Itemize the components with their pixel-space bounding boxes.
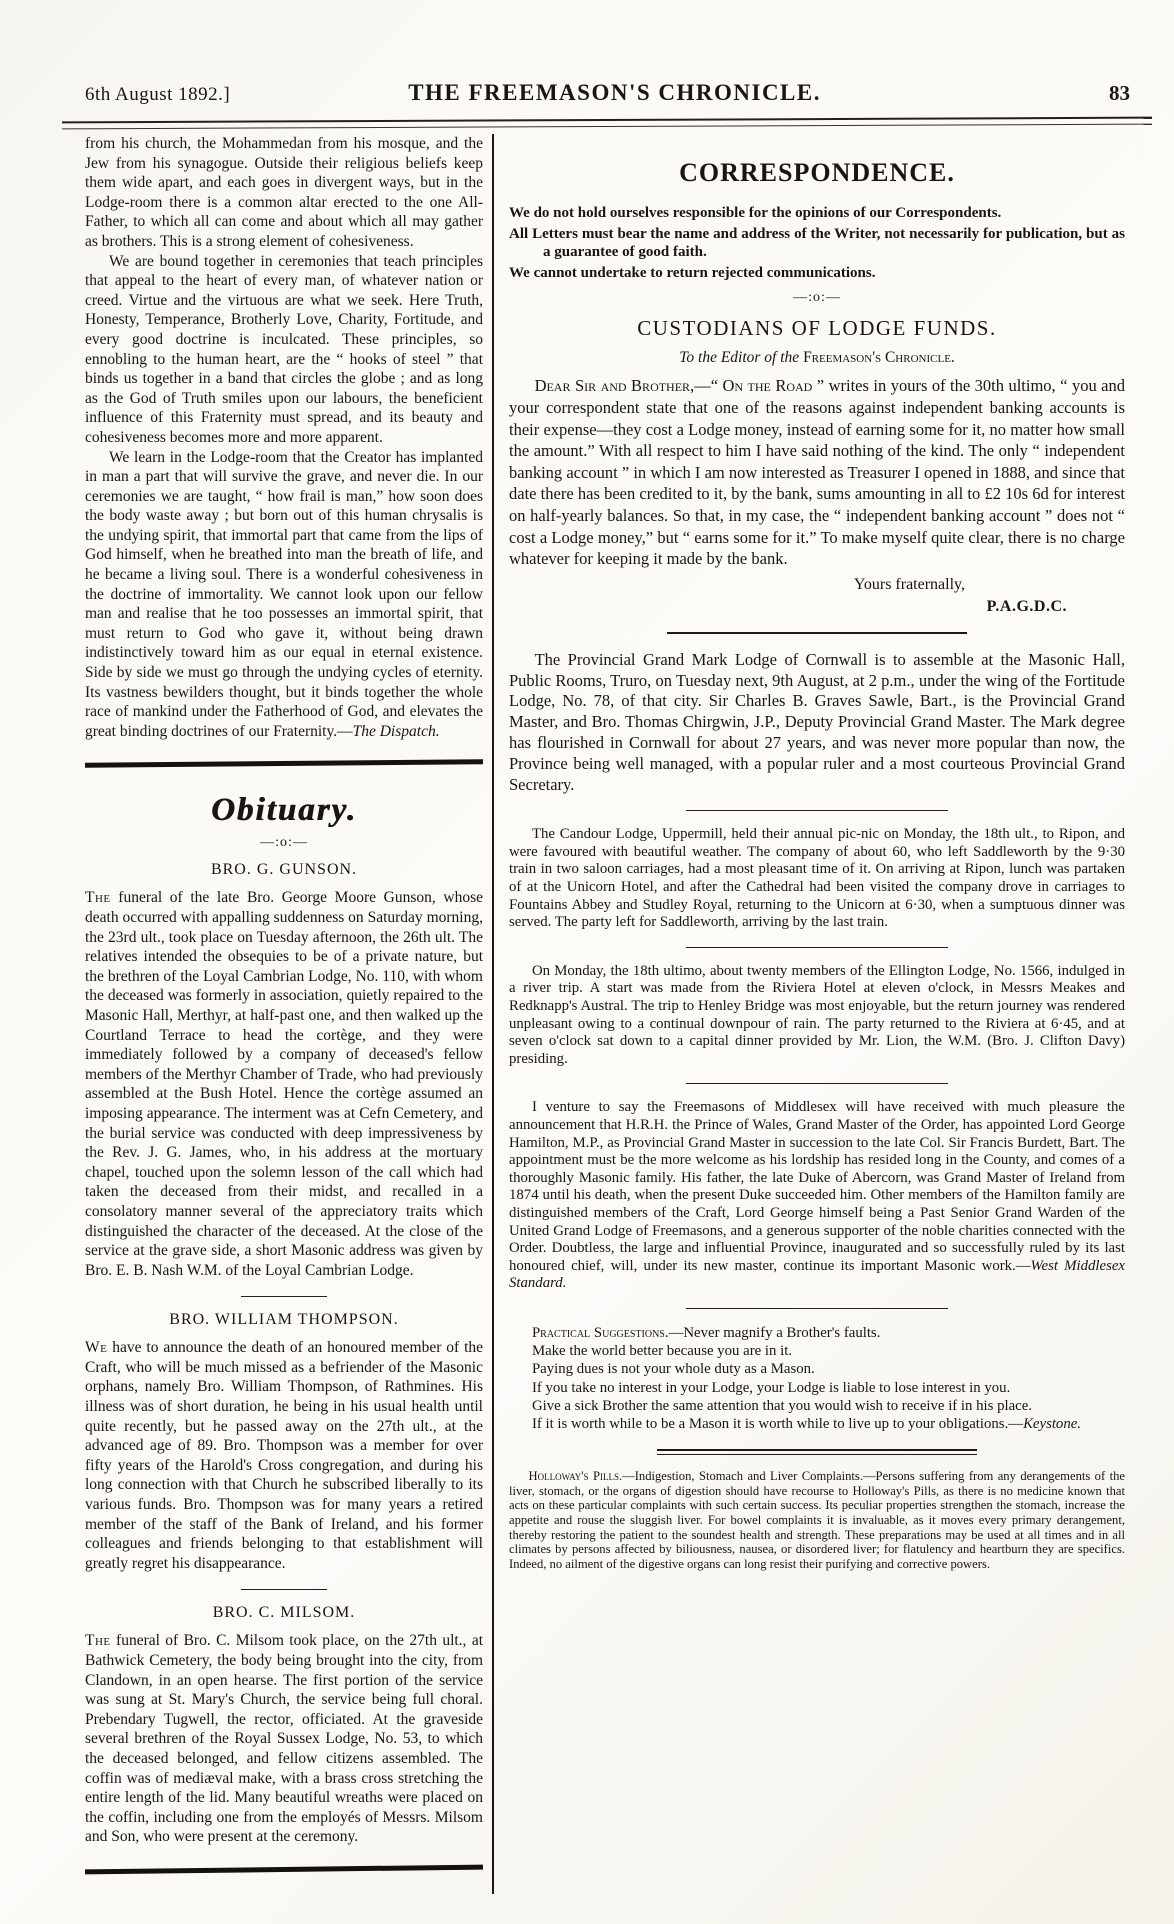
letter-salutation: Dear Sir and Brother, bbox=[534, 376, 695, 396]
news-paragraph-source: West Middlesex Standard. bbox=[509, 1257, 1125, 1292]
suggestions-line bbox=[509, 1324, 1125, 1342]
masthead bbox=[85, 80, 1130, 106]
news-paragraph-cornwall: The Provincial Grand Mark Lodge of Cornwall is to assemble at the Masonic Hall, Public Rooms, Truro, on Tuesday next, 9th August, at 2 p.m., under the wing of the Fortitude Lodge, No. 78, of that city. Sir Charles B. Graves Sawle, Bart., is the Provincial Grand Master, and Bro. Thomas Chirgwin, J.P., Deputy Provincial Grand Master. The Mark degree has flourished in Cornwall for about 27 years, and was never more popular than now, the Province being well managed, with a popular ruler and a most courteous Provincial Grand Secretary. bbox=[509, 649, 1125, 794]
article-paragraph-text: We learn in the Lodge-room that the Creator has implanted in man a part that will survive the grave, and never die. In our ceremonies we are taught, “ how frail is man,” how soon does the body waste away ; but born out of this human chrysalis is the undying spirit, that immortal part that came from the lips of God himself, when he breathed into man the breath of life, and he became a living soul. There is a wonderful cohesiveness in the doctrine of immortality. We cannot look upon our fellow man and realise that he too possesses an immortal spirit, that must return to God who gave it, without being drawn indistinctively toward him as our equal in eternal existence. Side by side we must go through the undying cycles of eternity. Its vastness bewilders thought, but it binds together the whole race of mankind under the Fatherhood of God, and elevates the great binding doctrines of our Fraternity.— bbox=[85, 448, 483, 740]
section-rule bbox=[686, 810, 948, 811]
obituary-top-rule bbox=[85, 760, 483, 768]
suggestions-lead: Practical Suggestions. bbox=[531, 1324, 669, 1341]
article-source: The Dispatch. bbox=[352, 722, 440, 740]
obituary-title: Obituary. bbox=[210, 792, 358, 829]
editor-line bbox=[509, 349, 1125, 367]
obituary-divider: —:o:— bbox=[260, 835, 308, 851]
news-paragraph-middlesex bbox=[509, 1099, 1125, 1293]
suggestions-source: Keystone. bbox=[1023, 1415, 1082, 1432]
news-paragraph-candour: The Candour Lodge, Uppermill, held their annual pic-nic on Monday, the 18th ult., to Ripon, and were favoured with beautiful weather. The company of about 60, who left Saddleworth by the 9·30 train in two saloon carriages, had a most pleasant time of it. On arriving at Ripon, lunch was partaken of at the Unicorn Hotel, and after the Cathedral had been visited the company drove in carriages to Fountains Abbey and Studley Royal, returning to the Unicorn at 6·30, when a sumptuous dinner was served. The party left for Saddleworth, arriving by the last train. bbox=[509, 826, 1125, 931]
right-column bbox=[509, 134, 1125, 1908]
letter-text: ” writes in yours of the 30th ultimo, “ you and your correspondent state that one of the reasons against independent banking accounts is their expense—they cost a Lodge money, instead of earning some for it, no matter how small the amount.” With all respect to him I have said nothing of the kind. The only “ independent banking account ” in which I am now interested as Treasurer I opened in 1888, and since that date there has been credited to it, by the bank, sums amounting in all to £2 10s 6d for interest on half-yearly balances. So that, in my case, the “ independent banking account ” does not “ cost a Lodge money,” but “ earns some for it.” To make myself quite clear, there is no charge whatever for keeping it made by the bank. bbox=[509, 376, 1125, 569]
correspondence-notice: All Letters must bear the name and address of the Writer, not necessarily for publication, but as a guarantee of good faith. bbox=[509, 225, 1125, 261]
letter-quote-open: —“ bbox=[694, 376, 723, 396]
masthead-rule bbox=[62, 117, 1152, 130]
suggestions-line: Paying dues is not your whole duty as a Mason. bbox=[531, 1361, 815, 1378]
letter-body bbox=[509, 375, 1125, 569]
section-rule bbox=[686, 1308, 948, 1309]
obituary-entry-lead: The bbox=[85, 889, 111, 907]
obituary-entry-heading: BRO. C. MILSOM. bbox=[212, 1604, 356, 1622]
section-rule bbox=[667, 632, 967, 634]
obituary-entry-text: have to announce the death of an honoured member of the Craft, who will be much missed as a befriender of the Masonic orphans, namely Bro. William Thompson, of Rathmines. His illness was of short duration, he being in his usual health until quite recently, but he passed away on the 27th ult., at the advanced age of 89. Bro. Thompson was a member for over fifty years of the Harold's Cross congregation, and during his long connection with that Church he subscribed liberally to its various funds. Bro. Thompson was for many years a retired member of the staff of the Bank of Ireland, and his former colleagues and friends belonging to that establishment will greatly regret his disappearance. bbox=[85, 1339, 484, 1572]
custodians-heading: CUSTODIANS OF LODGE FUNDS. bbox=[637, 316, 997, 341]
left-column-bottom-rule bbox=[85, 1865, 483, 1875]
obituary-entry-text: funeral of the late Bro. George Moore Gunson, whose death occurred with appalling suddenness on Saturday morning, the 23rd ult., took place on Tuesday afternoon, the 26th ult. The relatives intended the obsequies to be of a private nature, but the brethren of the Loyal Cambrian Lodge, No. 110, with whom the deceased was formerly in association, quietly repaired to the Masonic Hall, Merthyr, at half-past one, and then walked up the Courtland Terrace to head the cortège, and they were immediately followed by a company of deceased's fellow members of the Merthyr Chamber of Trade, who had previously assembled at the Bush Hotel. Hence the cortège assumed an imposing appearance. The interment was at Cefn Cemetery, and the burial service was conducted with deep impressiveness by the Rev. J. G. James, who, in his address at the mortuary chapel, touched upon the solemn lesson of the call which had taken the deceased from their midst, and recalled in a consolatory manner several of the appreciatory traits which distinguished the character of the deceased. At the close of the service at the grave side, a short Masonic address was given by Bro. E. B. Nash W.M. of the Loyal Cambrian Lodge. bbox=[85, 889, 483, 1279]
advert-lead: Holloway's Pills. bbox=[528, 1469, 623, 1484]
correspondence-heading: CORRESPONDENCE. bbox=[679, 158, 955, 187]
editor-line-italic: To the Editor of the bbox=[679, 349, 800, 367]
article-paragraph: We are bound together in ceremonies that teach principles that appeal to the heart of every man, of whatever nation or creed. Virtue and the virtuous are what we seek. Here Truth, Honesty, Temperance, Brotherly Love, Charity, Fortitude, and every good doctrine is inculcated. These principles, so ennobling to the human heart, are the “ hooks of steel ” that binds us together in a band that circles the globe ; and as long as the God of Truth smiles upon our labours, the beneficient influence of this Fraternity must spread, and its beauty and cohesiveness becomes more and more apparent. bbox=[85, 252, 483, 446]
news-paragraph-text: I venture to say the Freemasons of Middlesex will have received with much pleasure the announcement that H.R.H. the Prince of Wales, Grand Master of the Order, has appointed Lord George Hamilton, M.P., as Provincial Grand Master in succession to the late Col. Sir Francis Burdett, Bart. The appointment must be the more welcome as his lordship has resided long in the County, and comes of a thoroughly Masonic family. His father, the late Duke of Abercorn, was Grand Master of Ireland from 1874 until his death, when the present Duke succeeded him. Other members of the Hamilton family are distinguished members of the Craft, Lord George himself being a Past Senior Grand Warden of the United Grand Lodge of Freemasons, and a generous supporter of the noble charities connected with the Order. Doubtless, the large and influential Province, inaugurated and so successfully ruled by its last honoured chief, will, under its new master, continue its important Masonic work.— bbox=[509, 1099, 1125, 1274]
suggestions-line: Give a sick Brother the same attention that you would wish to receive if in his place. bbox=[531, 1397, 1033, 1414]
obituary-entry-lead: The bbox=[85, 1632, 111, 1650]
column-divider bbox=[492, 134, 494, 1894]
suggestions-last-text: If it is worth while to be a Mason it is worth while to live up to your obligations.— bbox=[531, 1415, 1024, 1432]
section-rule bbox=[686, 1083, 948, 1084]
obituary-entry-heading: BRO. WILLIAM THOMPSON. bbox=[169, 1311, 399, 1329]
obituary-entry bbox=[85, 1338, 483, 1573]
obituary-entry bbox=[85, 888, 483, 1280]
letter-closing: Yours fraternally, bbox=[853, 575, 965, 593]
obituary-entry-lead: We bbox=[85, 1339, 108, 1357]
letter-road-quote: On the Road bbox=[722, 376, 813, 396]
suggestions-line bbox=[509, 1415, 1125, 1433]
advert-text: —Indigestion, Stomach and Liver Complaints.—Persons suffering from any derangements of the liver, stomach, or the organs of digestion should have recourse to Holloway's Pills, as there is no medicine known that acts on these particular complaints with such certain success. Its peculiar properties strengthen the stomach, increase the appetite and rouse the sluggish liver. For bowel complaints it is invaluable, as it moves every primary derangement, thereby restoring the patient to the soundest health and strength. These preparations may be used at all times and in all climates by persons affected by biliousness, nausea, or disordered liver; for flatulency and heartburn they are specifics. Indeed, no ailment of the digestive organs can long resist their purifying and corrective powers. bbox=[509, 1469, 1125, 1571]
suggestions-line: Make the world better because you are in it. bbox=[531, 1343, 793, 1360]
masthead-page-number: 83 bbox=[1108, 81, 1130, 105]
masthead-title: THE FREEMASON'S CHRONICLE. bbox=[408, 80, 821, 105]
obituary-entry-text: funeral of Bro. C. Milsom took place, on the 27th ult., at Bathwick Cemetery, the body being brought into the city, from Clandown, in an open hearse. The first portion of the service was sung at St. Mary's Church, the service being full choral. Prebendary Tugwell, the rector, officiated. At the graveside several brethren of the Royal Sussex Lodge, No. 53, to which the deceased belonged, and fellow citizens assembled. The coffin was of mediæval make, with a brass cross stretching the entire length of the lid. Many beautiful wreaths were placed on the coffin, including one from the employés of Messrs. Milsom and Son, who were present at the ceremony. bbox=[85, 1632, 484, 1846]
obituary-entry bbox=[85, 1631, 483, 1847]
correspondence-divider: —:o:— bbox=[793, 290, 841, 306]
news-paragraph-ellington: On Monday, the 18th ultimo, about twenty members of the Ellington Lodge, No. 1566, indulged in a river trip. A start was made from the Riviera Hotel at eleven o'clock, in Messrs Meakes and Redknapp's Austral. The trip to Henley Bridge was most enjoyable, but the return journey was rendered unpleasant owing to a continual downpour of rain. The party returned to the Riviera at 6·45, and at seven o'clock sat down to a capital dinner provided by Mr. Lion, the W.M. (Bro. J. Clifton Davy) presiding. bbox=[509, 962, 1125, 1067]
section-rule bbox=[686, 947, 948, 948]
page-columns bbox=[85, 134, 1130, 1908]
suggestions-line: If you take no interest in your Lodge, your Lodge is liable to lose interest in you. bbox=[531, 1379, 1011, 1396]
editor-line-journal: Freemason's Chronicle. bbox=[803, 349, 955, 367]
letter-signature: P.A.G.D.C. bbox=[986, 597, 1067, 615]
suggestions-first-text: —Never magnify a Brother's faults. bbox=[668, 1324, 881, 1341]
correspondence-notice: We do not hold ourselves responsible for the opinions of our Correspondents. bbox=[509, 205, 1002, 221]
correspondence-notice: We cannot undertake to return rejected communications. bbox=[509, 264, 876, 281]
article-paragraph: from his church, the Mohammedan from his mosque, and the Jew from his synagogue. Outside their religious beliefs keep them wide apart, and each goes in divergent ways, but in the Lodge-room there is a common altar erected to the one All-Father, to which all can come and about which all may gather as brothers. This is a strong element of cohesiveness. bbox=[85, 135, 483, 250]
section-rule bbox=[241, 1589, 327, 1590]
article-paragraph bbox=[85, 448, 483, 742]
masthead-date: 6th August 1892.] bbox=[85, 84, 231, 105]
obituary-entry-heading: BRO. G. GUNSON. bbox=[210, 861, 358, 879]
left-column bbox=[85, 134, 483, 1908]
holloway-advert bbox=[509, 1469, 1125, 1571]
advert-top-rule bbox=[657, 1449, 977, 1455]
section-rule bbox=[241, 1296, 327, 1297]
